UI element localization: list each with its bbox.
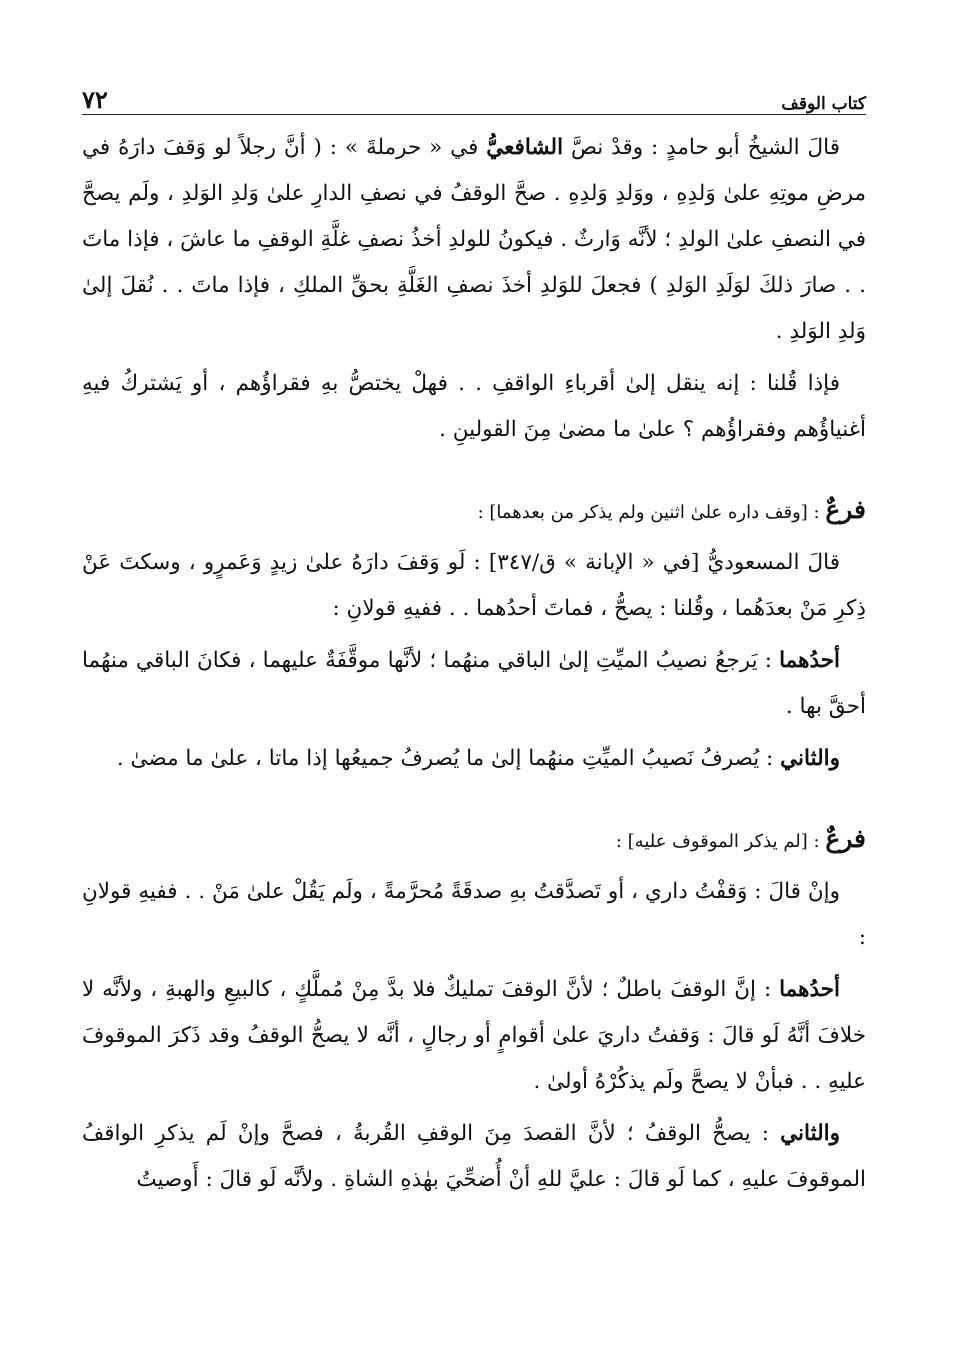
branch-section (82, 816, 866, 865)
branch-label: فرعٌ (825, 824, 866, 853)
paragraph: أحدُهما : يَرجعُ نصيبُ الميِّتِ إلىٰ الباقي منهُما ؛ لأنَّها موقَّفَةٌ عليهما ، فكانَ الباقي منهُما أحقَّ بها . (82, 648, 866, 719)
branch-title: : [وقف داره علىٰ اثنين ولم يذكر من بعدهما] : (477, 502, 826, 523)
opinion-label: أحدُهما (779, 977, 840, 1002)
branch-heading (82, 816, 866, 865)
paragraph: فإذا قُلنا : إنه ينقل إلىٰ أقرباءِ الواقفِ . . فهلْ يختصُّ بهِ فقراؤُهم ، أو يَشتركُ فيهِ أغنياؤُهم وفقراؤُهم ؟ علىٰ ما مضىٰ مِنَ القولينِ . (82, 371, 866, 442)
paragraph: والثاني : يُصرفُ نَصيبُ الميِّتِ منهُما إلىٰ ما يُصرفُ جميعُها إذا ماتا ، علىٰ ما مضىٰ . (116, 746, 840, 771)
branch-label: فرعٌ (825, 495, 866, 524)
opinion-label: والثاني (780, 1121, 840, 1146)
opinion-label: أحدُهما (779, 648, 840, 673)
opinion-label: والثاني (780, 746, 840, 771)
page-header (82, 80, 866, 115)
page-number: ٧٢ (82, 85, 108, 114)
page-content (82, 125, 866, 1203)
paragraph: أحدُهما : إنَّ الوقفَ باطلٌ ؛ لأنَّ الوقفَ تمليكٌ فلا بدَّ مِنْ مُملَّكٍ ، كالبيعِ والهبةِ ، ولأنَّه لا خلافَ أنَّهُ لَو قالَ : وَقفتُ داريَ علىٰ أقوامٍ أو رجالٍ ، أنَّه لا يصحُّ الوقفُ وقد ذَكرَ الموقوفَ عليهِ . . فبأنْ لا يصحَّ ولَم يذكُرْهُ أولىٰ . (82, 977, 866, 1094)
book-page (82, 80, 866, 1203)
paragraph: قالَ الشيخُ أبو حامدٍ : وقدْ نصَّ الشافعيُّ في « حرملةَ » : ( أنَّ رجلاً لو وَقفَ دارَهُ في مرضِ موتِهِ علىٰ وَلدِهِ ، ووَلدِ وَلدِهِ . صحَّ الوقفُ في نصفِ الدارِ علىٰ وَلدِ الوَلدِ ، ولَم يصحَّ في النصفِ علىٰ الولدِ ؛ لأنَّه وَارثٌ . فيكونُ للولدِ أخذُ نصفِ غلَّةِ الوقفِ ما عاشَ ، فإذا ماتَ . . صارَ ذلكَ لوَلَدِ الوَلدِ ) فجعلَ للوَلدِ أخذَ نصفِ الغَلَّةِ بحقِّ الملكِ ، فإذا ماتَ . . نُقلَ إلىٰ وَلدِ الوَلدِ . (82, 135, 866, 344)
paragraph: وإنْ قالَ : وَقفْتُ داري ، أو تَصدَّقتُ بهِ صدقَةً مُحرَّمةً ، ولَم يَقُلْ علىٰ مَنْ . . ففيهِ قولانِ : (82, 879, 866, 950)
paragraph: والثاني : يصحُّ الوقفُ ؛ لأنَّ القصدَ مِنَ الوقفِ القُربةُ ، فصحَّ وإنْ لَم يذكرِ الواقفُ الموقوفَ عليهِ ، كما لَو قالَ : عليَّ للهِ أنْ أُضحِّيَ بهٰذهِ الشاةِ . ولأنَّه لَو قالَ : أَوصيتُ (82, 1121, 866, 1192)
branch-section (82, 487, 866, 536)
branch-title: : [لم يذكر الموقوف عليه] : (615, 831, 826, 852)
paragraph: قالَ المسعوديُّ [في « الإبانة » ق/٣٤٧] : لَو وَقفَ دارَهُ علىٰ زيدٍ وَعَمرٍو ، وسكتَ عَنْ ذِكرِ مَنْ بعدَهُما ، وقُلنا : يصحُّ ، فماتَ أحدُهما . . ففيهِ قولانِ : (82, 550, 866, 621)
branch-heading (82, 487, 866, 536)
running-title: كتاب الوقف (781, 94, 866, 114)
emphasized-name: الشافعيُّ (486, 135, 564, 160)
